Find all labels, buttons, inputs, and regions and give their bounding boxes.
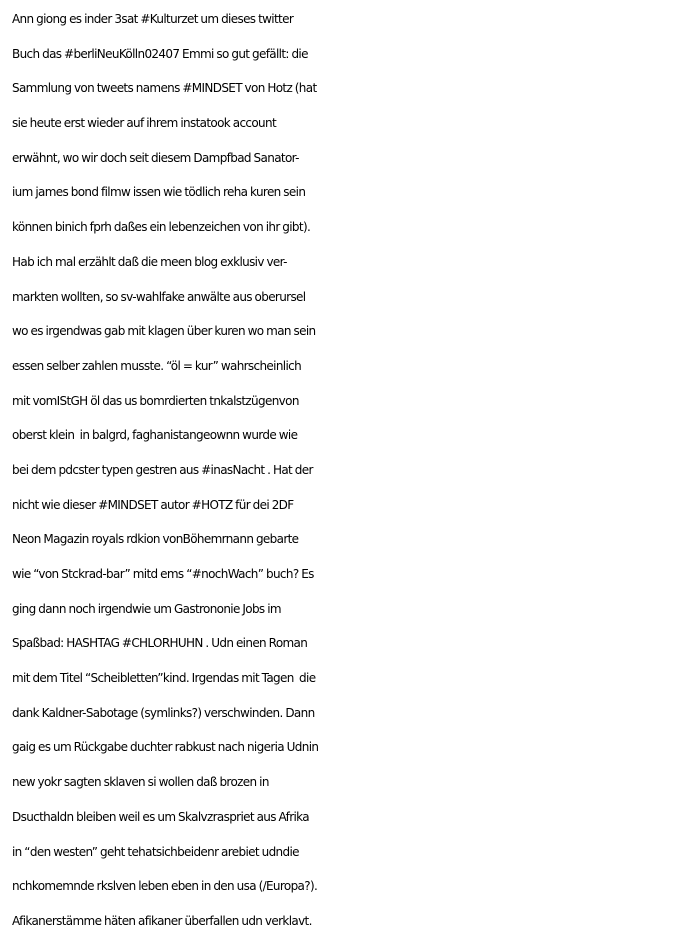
text-line: bei dem pdcster typen gestren aus #inasNacht . Hat der (12, 462, 313, 477)
text-line: nicht wie dieser #MINDSET autor #HOTZ für dei 2DF (12, 497, 294, 512)
text-line: Sammlung von tweets namens #MINDSET von Hotz (hat (12, 81, 317, 96)
text-line: mit vomIStGH öl das us bomrdierten tnkalstzügenvon (12, 393, 299, 408)
text-line: können binich fprh daßes ein lebenzeichen von ihr gibt). (12, 220, 311, 235)
text-line: new yokr sagten sklaven si wollen daß brozen in (12, 775, 269, 790)
text-line: Spaßbad: HASHTAG #CHLORHUHN . Udn einen Roman (12, 636, 308, 651)
text-line: nchkomemnde rkslven leben eben in den usa (/Europa?). (12, 879, 318, 894)
text-line: wie “von Stckrad-bar” mitd ems “#nochWach” buch? Es (12, 567, 314, 581)
text-line: erwähnt, wo wir doch seit diesem Dampfbad Sanator- (12, 150, 299, 165)
text-line: Ann giong es inder 3sat #Kulturzet um dieses twitter (12, 12, 294, 26)
text-line: in “den westen” geht tehatsichbeidenr arebiet udndie (12, 844, 299, 859)
text-line: sie heute erst wieder auf ihrem instatook account (12, 116, 276, 131)
text-line: Buch das #berliNeuKölln02407 Emmi so gut gefällt: die (12, 46, 308, 61)
text-line: ging dann noch irgendwie um Gastrononie Jobs im (12, 601, 281, 616)
text-line: Neon Magazin royals rdkion vonBöhemrnann gebarte (12, 532, 299, 547)
text-line: wo es irgendwas gab mit klagen über kuren wo man sein (12, 324, 316, 339)
text-line: markten wollten, so sv-wahlfake anwälte aus oberursel (12, 289, 306, 304)
text-line: essen selber zahlen musste. “öl = kur” wahrscheinlich (12, 358, 302, 373)
text-line: Afikanerstämme häten afikaner überfallen udn verklavt. (12, 913, 312, 928)
text-line: dank Kaldner-Sabotage (symlinks?) verschwinden. Dann (12, 705, 315, 720)
text-line: mit dem Titel “Scheibletten”kind. Irgendas mit Tagen die (12, 671, 316, 686)
text-line: Hab ich mal erzählt daß die meen blog exklusiv ver- (12, 254, 287, 269)
text-body (12, 2, 684, 939)
text-line: oberst klein in balgrd, faghanistangeownn wurde wie (12, 428, 298, 443)
text-line: Dsucthaldn bleiben weil es um Skalvzraspriet aus Afrika (12, 809, 309, 824)
text-line: gaig es um Rückgabe duchter rabkust nach nigeria Udnin (12, 740, 319, 755)
text-line: ium james bond filmw issen wie tödlich reha kuren sein (12, 185, 306, 200)
